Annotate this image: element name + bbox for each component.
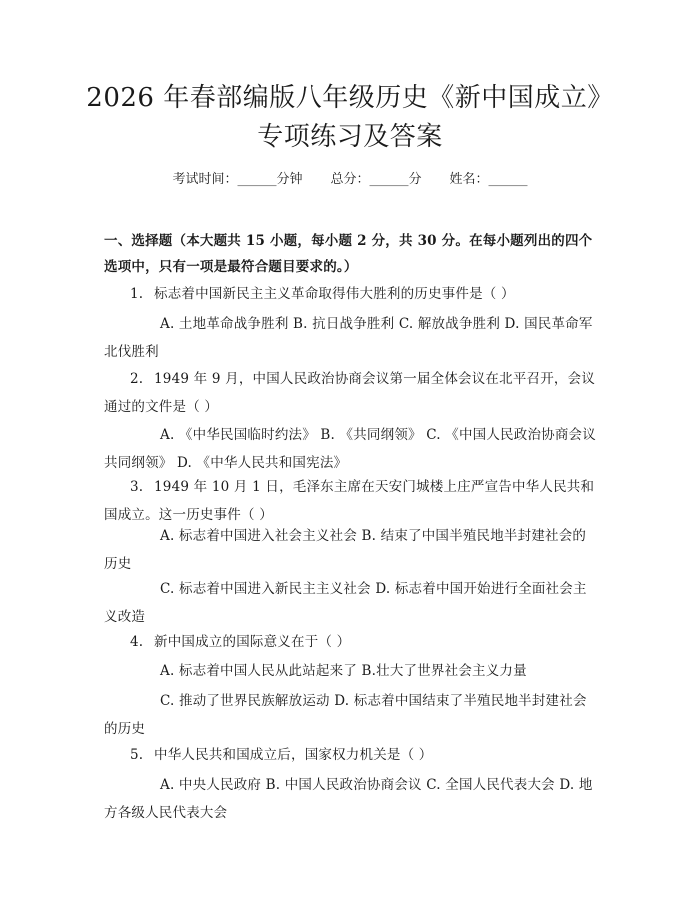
total-score-label: 总分：______分	[330, 172, 422, 187]
question-3	[104, 473, 596, 529]
question-stem: 中华人民共和国成立后，国家权力机关是（ ）	[154, 747, 433, 763]
question-number: 3.	[130, 479, 144, 495]
page-title-line-2: 专项练习及答案	[257, 122, 443, 152]
question-3-option-cd: C. 标志着中国进入新民主主义社会 D. 标志着中国开始进行全面社会主义改造	[104, 581, 587, 625]
exam-time-label: 考试时间：______分钟	[172, 172, 303, 187]
question-3-option-ab: A. 标志着中国进入社会主义社会 B. 结束了中国半殖民地半封建社会的历史	[104, 528, 587, 572]
page-title-line-1: 2026 年春部编版八年级历史《新中国成立》	[86, 83, 614, 113]
student-name-label: 姓名：______	[449, 172, 528, 187]
question-4-option-cd: C. 推动了世界民族解放运动 D. 标志着中国结束了半殖民地半封建社会的历史	[104, 693, 587, 737]
question-2-options: A. 《中华民国临时约法》 B. 《共同纲领》 C. 《中国人民政治协商会议共同纲领》 D. 《中华人民共和国宪法》	[104, 427, 596, 471]
question-5-options: A. 中央人民政府 B. 中国人民政治协商会议 C. 全国人民代表大会 D. 地方各级人民代表大会	[104, 777, 593, 821]
question-1	[104, 280, 596, 308]
question-4-option-ab: A. 标志着中国人民从此站起来了 B.壮大了世界社会主义力量	[160, 663, 527, 679]
question-5	[104, 741, 596, 769]
question-stem: 1949 年 10 月 1 日，毛泽东主席在天安门城楼上庄严宣告中华人民共和国成立。这一历史事件（ ）	[104, 479, 595, 523]
question-stem: 新中国成立的国际意义在于（ ）	[154, 634, 351, 650]
question-1-options: A. 土地革命战争胜利 B. 抗日战争胜利 C. 解放战争胜利 D. 国民革命军北伐胜利	[104, 316, 593, 360]
section-heading: 一、选择题（本大题共 15 小题，每小题 2 分，共 30 分。在每小题列出的四个选项中，只有一项是最符合题目要求的。）	[104, 233, 593, 275]
question-stem: 标志着中国新民主主义革命取得伟大胜利的历史事件是（ ）	[154, 286, 515, 302]
question-4	[104, 628, 596, 656]
question-number: 1.	[130, 286, 144, 302]
exam-meta	[0, 168, 700, 187]
question-number: 4.	[130, 634, 144, 650]
question-2	[104, 365, 596, 421]
question-stem: 1949 年 9 月，中国人民政治协商会议第一届全体会议在北平召开，会议通过的文件是（ ）	[104, 371, 596, 415]
question-number: 5.	[130, 747, 144, 763]
question-number: 2.	[130, 371, 144, 387]
